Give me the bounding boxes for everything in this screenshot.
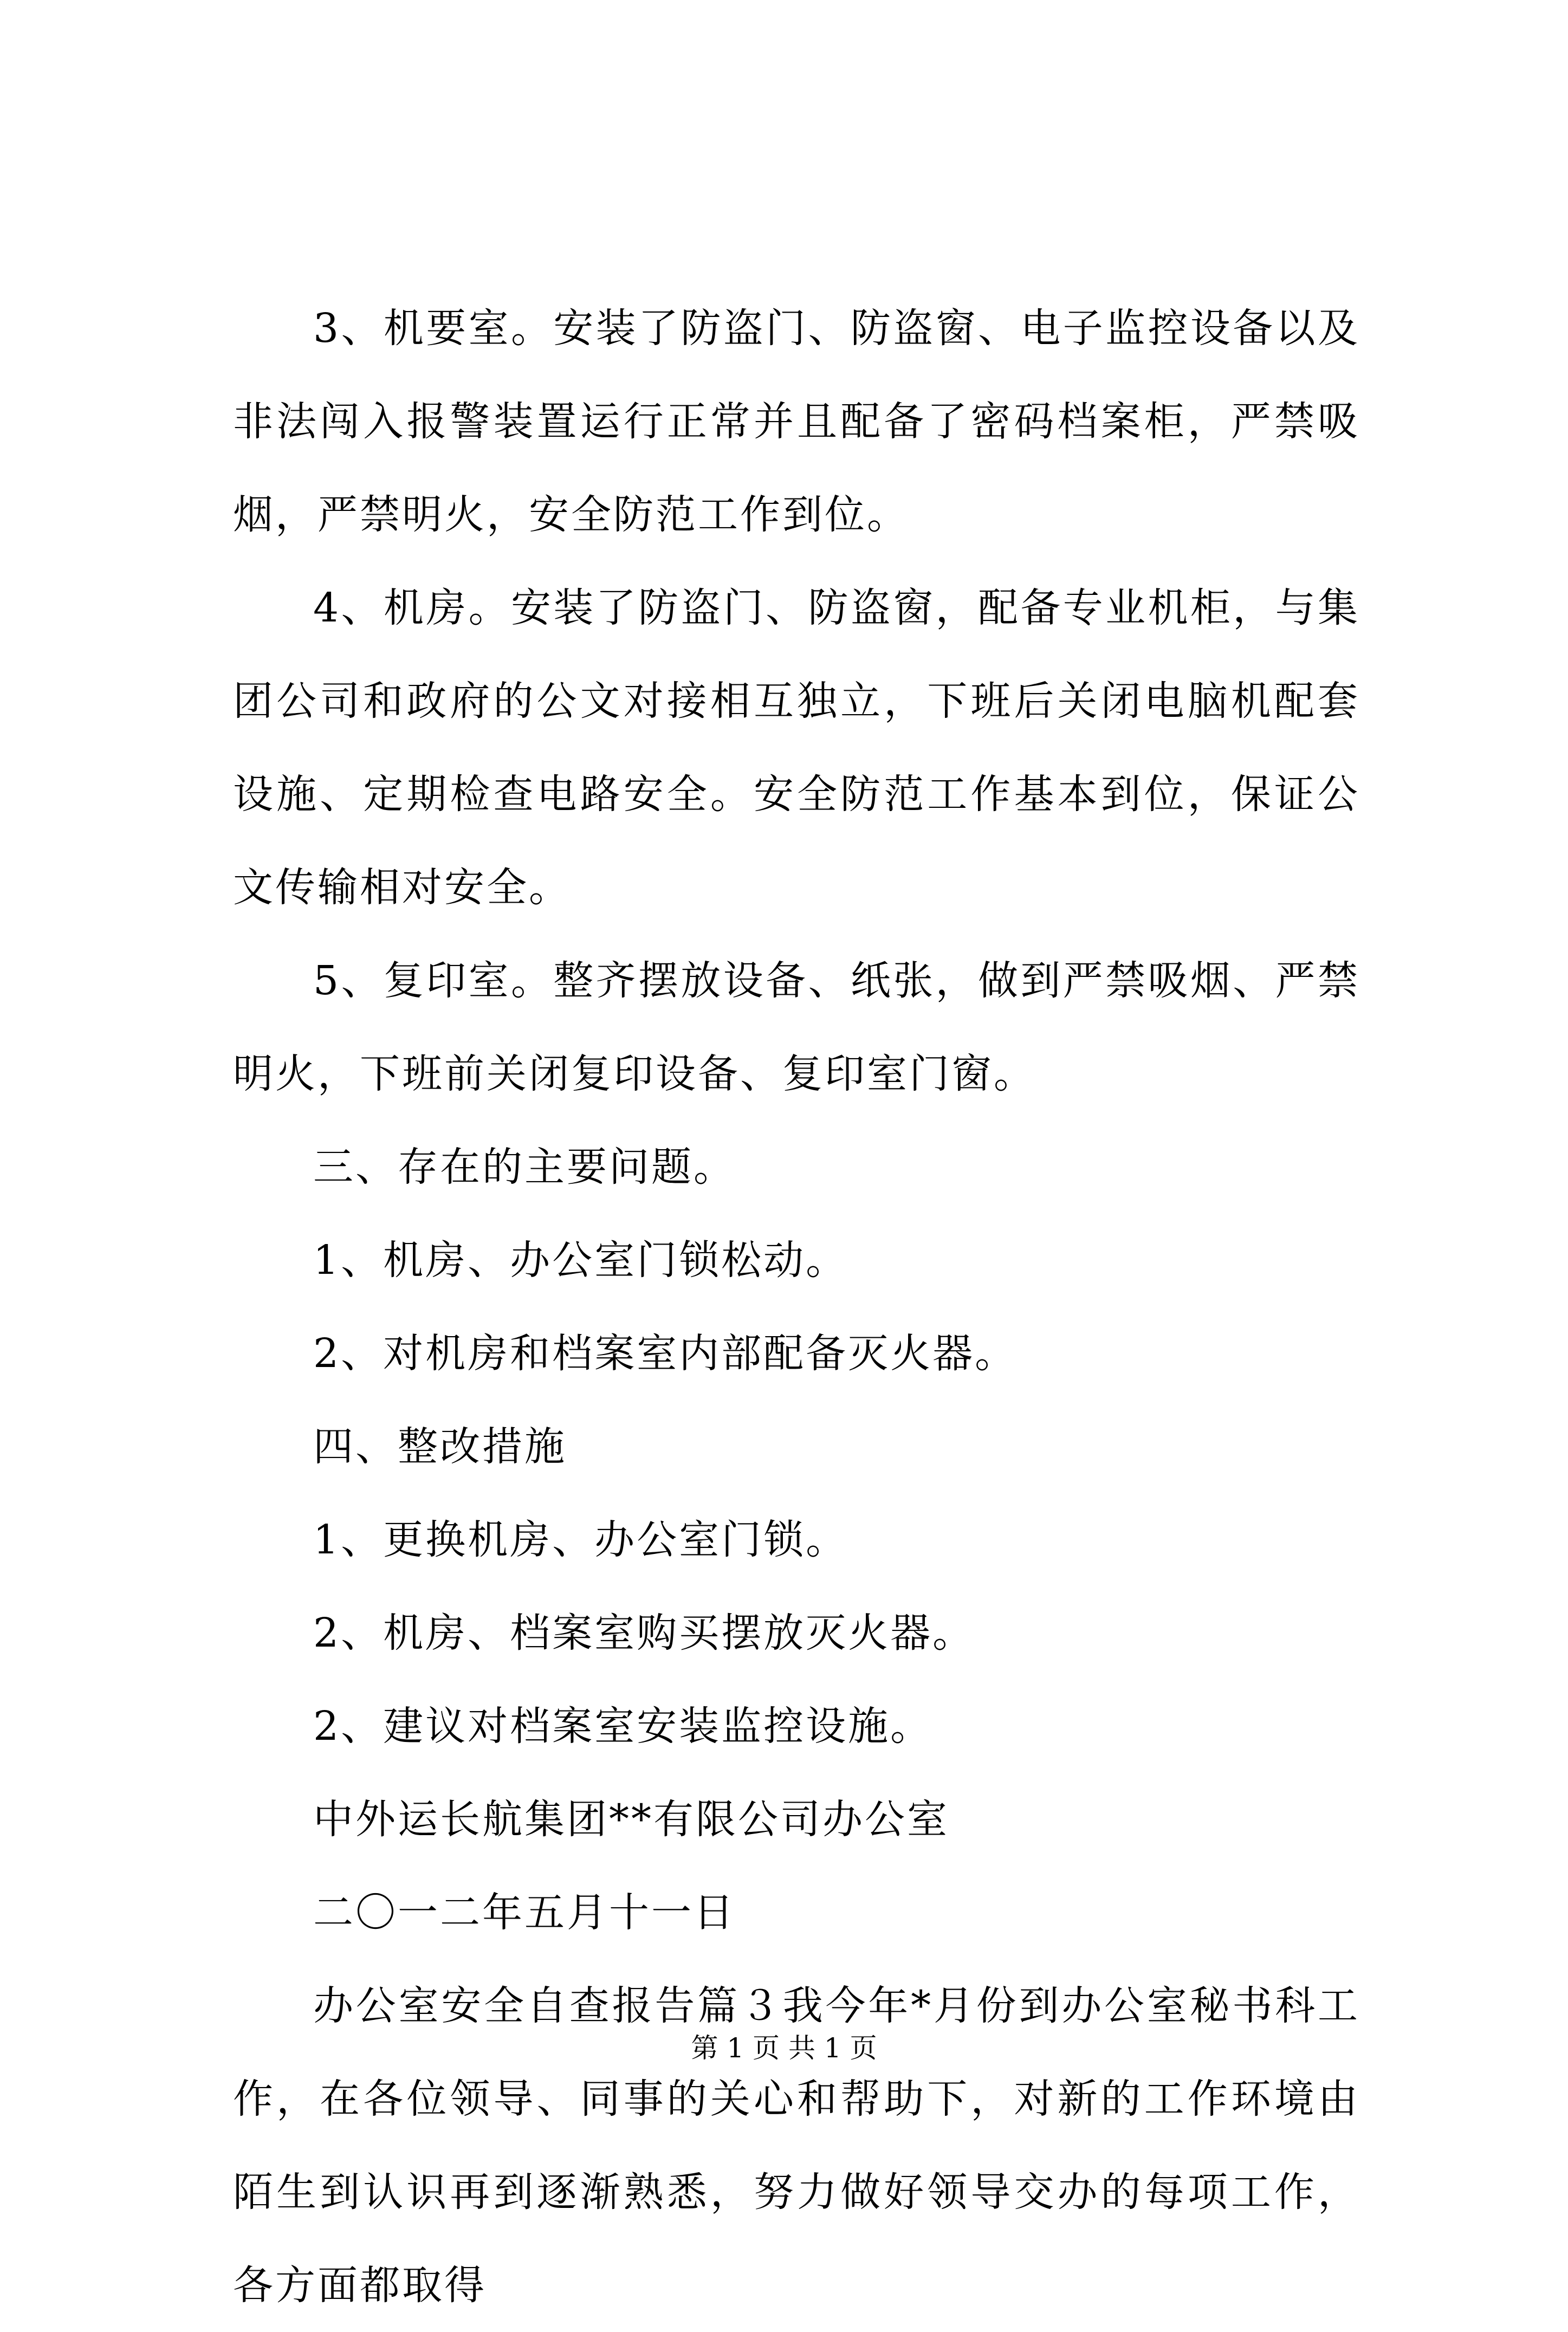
document-body: [233, 282, 1360, 2332]
page-number-footer: 第 1 页 共 1 页: [691, 2032, 877, 2064]
paragraph-jifang: 4、机房。安装了防盗门、防盗窗，配备专业机柜，与集团公司和政府的公文对接相互独立，下班后关闭电脑机配套设施、定期检查电路安全。安全防范工作基本到位，保证公文传输相对安全。: [233, 585, 1360, 911]
paragraph-fuyinshi: 5、复印室。整齐摆放设备、纸张，做到严禁吸烟、严禁明火，下班前关闭复印设备、复印室门窗。: [233, 957, 1360, 1097]
problem-item-2: 2、对机房和档案室内部配备灭火器。: [313, 1330, 1018, 1377]
paragraph-report-3-intro: 办公室安全自查报告篇３我今年*月份到办公室秘书科工作，在各位领导、同事的关心和帮助下，对新的工作环境由陌生到认识再到逐渐熟悉，努力做好领导交办的每项工作，各方面都取得: [233, 1983, 1360, 2309]
signature-organization: 中外运长航集团**有限公司办公室: [313, 1796, 949, 1843]
heading-main-problems: 三、存在的主要问题。: [313, 1144, 736, 1190]
rectification-item-1: 1、更换机房、办公室门锁。: [313, 1517, 848, 1563]
rectification-item-2: 2、机房、档案室购买摆放灭火器。: [313, 1610, 975, 1656]
problem-item-1: 1、机房、办公室门锁松动。: [313, 1237, 848, 1284]
paragraph-jiyaoshi: 3、机要室。安装了防盗门、防盗窗、电子监控设备以及非法闯入报警装置运行正常并且配备了密码档案柜，严禁吸烟，严禁明火，安全防范工作到位。: [233, 305, 1360, 538]
rectification-item-3: 2、建议对档案室安装监控设施。: [313, 1703, 933, 1750]
signature-date: 二〇一二年五月十一日: [313, 1889, 736, 1936]
heading-rectification: 四、整改措施: [313, 1423, 567, 1470]
